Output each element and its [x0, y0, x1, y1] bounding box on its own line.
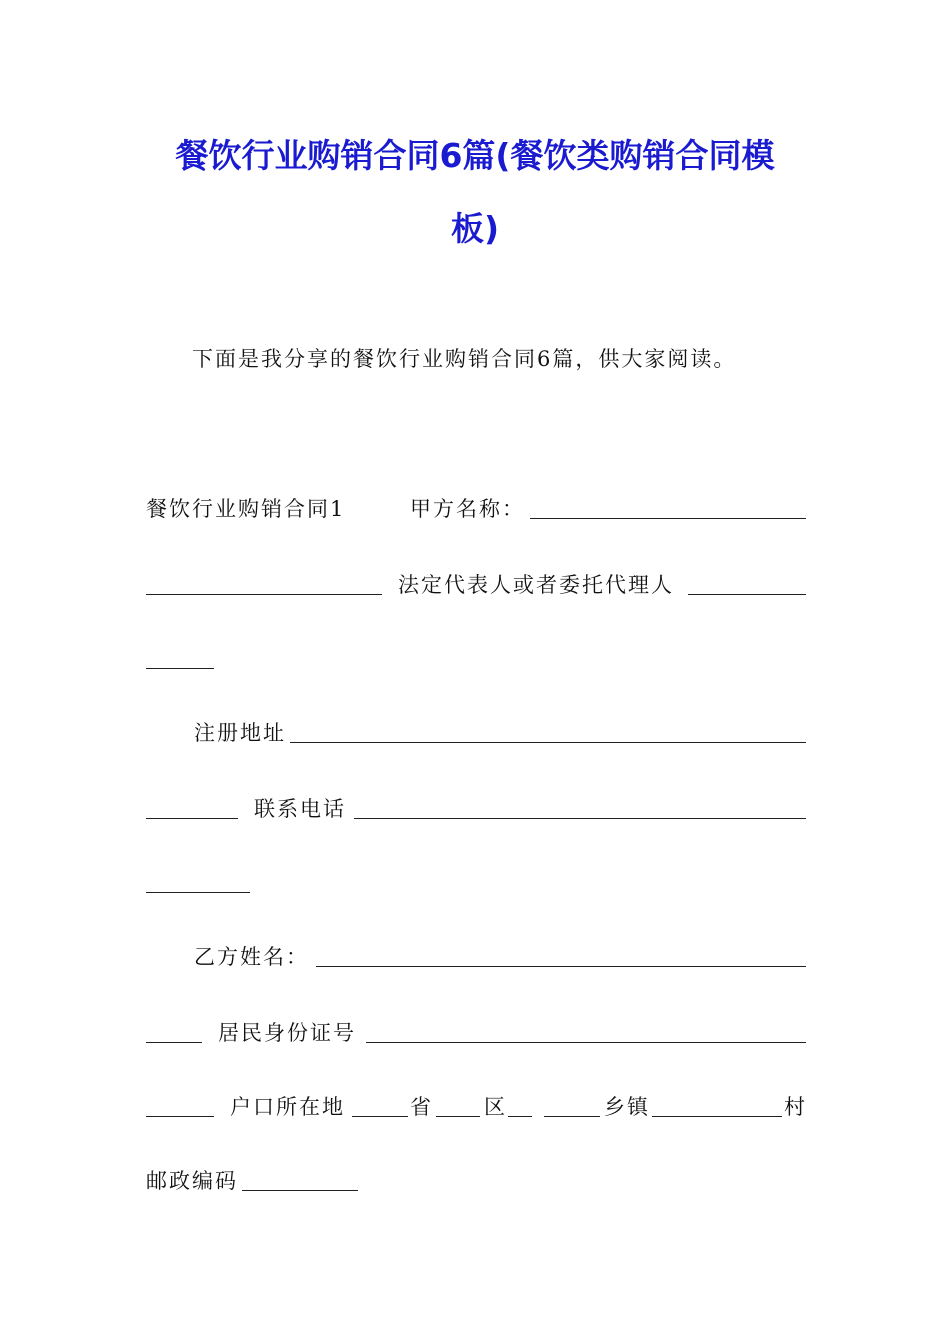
id-number-blank — [366, 1042, 806, 1043]
legal-rep-blank — [688, 594, 806, 595]
document-title-line2: 板) — [450, 209, 500, 248]
id-number-blank-cont — [146, 1116, 214, 1117]
village-label: 村 — [784, 1095, 807, 1119]
district-blank — [436, 1116, 480, 1117]
postcode-label: 邮政编码 — [146, 1169, 238, 1193]
party-b-name-blank-cont — [146, 1042, 202, 1043]
intro-paragraph: 下面是我分享的餐饮行业购销合同6篇，供大家阅读。 — [192, 347, 737, 371]
reg-address-blank — [290, 742, 806, 743]
party-a-name-blank — [530, 518, 806, 519]
legal-rep-label: 法定代表人或者委托代理人 — [398, 573, 674, 597]
party-b-name-label: 乙方姓名： — [194, 945, 309, 969]
id-number-label: 居民身份证号 — [218, 1021, 356, 1045]
reg-address-blank-cont — [146, 818, 238, 819]
party-a-name-label: 甲方名称： — [410, 497, 525, 521]
legal-rep-blank-cont — [146, 668, 214, 669]
township-label: 乡镇 — [604, 1095, 650, 1119]
section-heading: 餐饮行业购销合同1 — [146, 497, 346, 521]
household-label: 户口所在地 — [230, 1095, 345, 1119]
district-label: 区 — [484, 1095, 507, 1119]
phone-blank-cont — [146, 892, 250, 893]
township-blank — [544, 1116, 600, 1117]
village-blank — [652, 1116, 782, 1117]
phone-label: 联系电话 — [254, 797, 346, 821]
district-blank-2 — [508, 1116, 532, 1117]
province-blank — [352, 1116, 408, 1117]
postcode-blank — [242, 1190, 358, 1191]
party-b-name-blank — [316, 966, 806, 967]
document-title-line1: 餐饮行业购销合同6篇(餐饮类购销合同模 — [175, 136, 775, 175]
province-label: 省 — [410, 1095, 433, 1119]
reg-address-label: 注册地址 — [194, 721, 286, 745]
party-a-name-blank-cont — [146, 594, 382, 595]
phone-blank — [354, 818, 806, 819]
